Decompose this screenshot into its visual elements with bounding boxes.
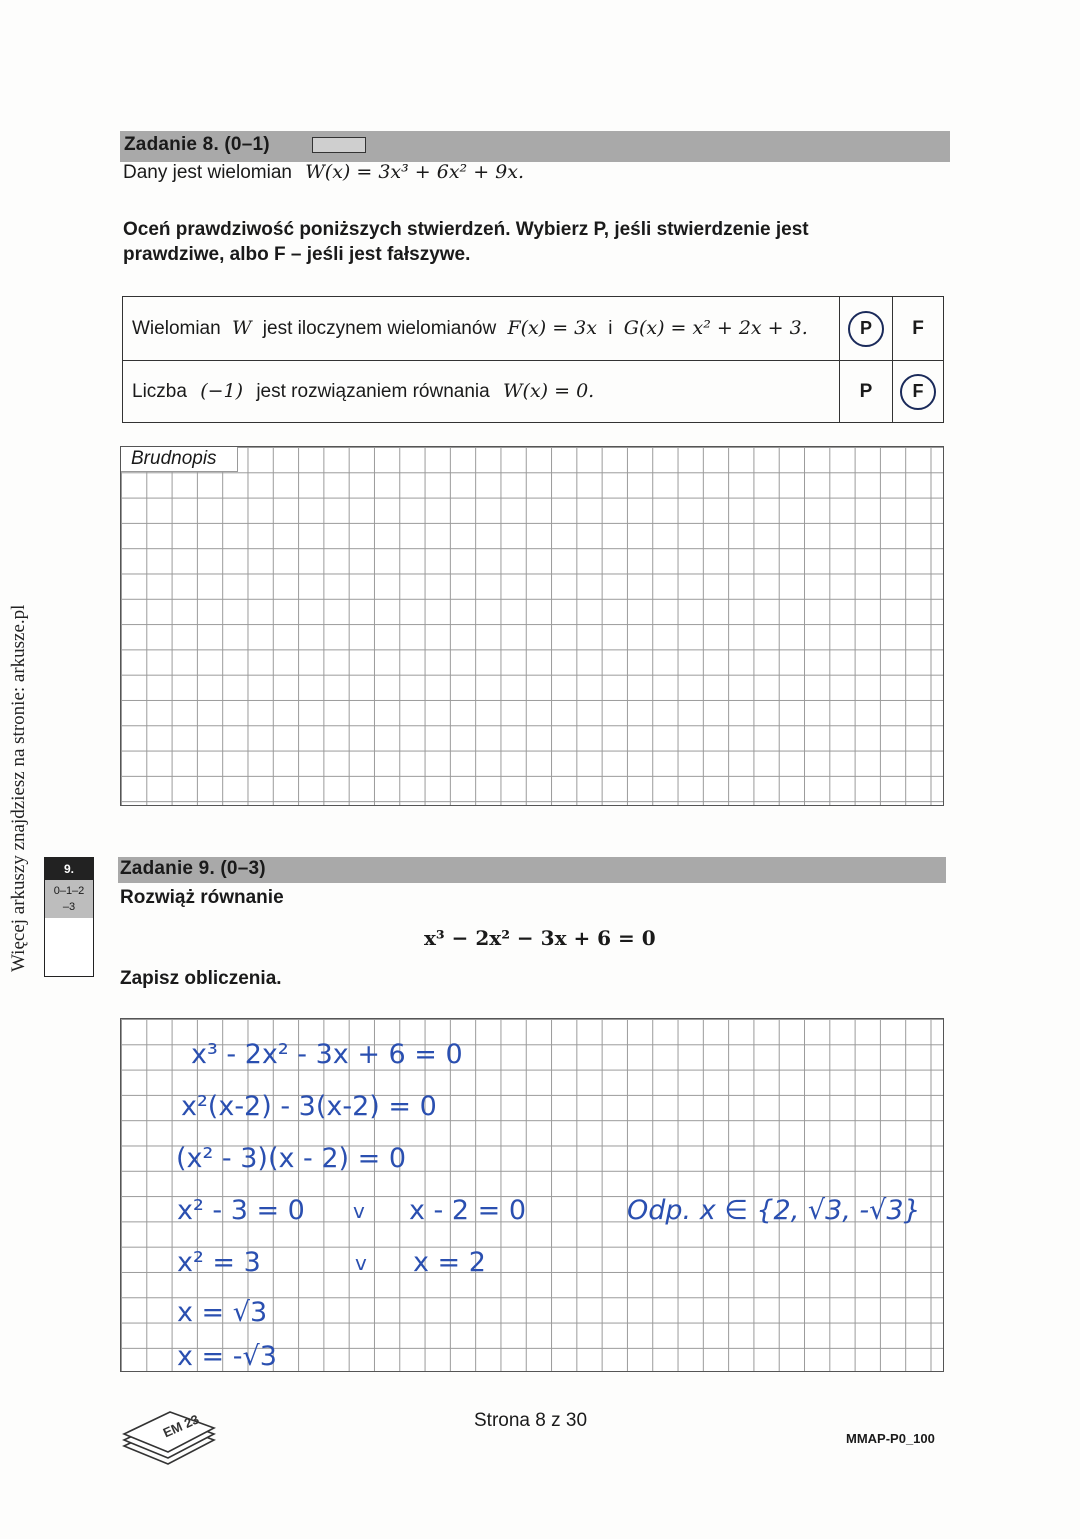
task9-equation: x³ − 2x² − 3x + 6 = 0	[424, 926, 656, 950]
sheet-code: MMAP-P0_100	[846, 1431, 935, 1446]
page-number: Strona 8 z 30	[474, 1410, 588, 1431]
handwritten-line: x² = 3	[177, 1247, 261, 1278]
option-p[interactable]: P	[840, 361, 893, 423]
score-boxes	[312, 137, 366, 153]
task9-instruction: Rozwiąż równanie	[120, 887, 284, 908]
score-box-points: 0–1–2–3	[45, 880, 93, 918]
or-symbol: v	[355, 1251, 367, 1275]
option-f[interactable]	[893, 361, 944, 423]
handwritten-line: x² - 3 = 0	[177, 1195, 305, 1226]
task8-intro	[123, 161, 524, 184]
task8-intro-text: Dany jest wielomian	[123, 162, 292, 183]
selected-circle: P	[848, 311, 884, 347]
score-box-number: 9.	[45, 858, 93, 880]
handwritten-line: x = 2	[413, 1247, 486, 1278]
handwritten-line: x²(x-2) - 3(x-2) = 0	[181, 1091, 437, 1122]
handwritten-line: x³ - 2x² - 3x + 6 = 0	[191, 1039, 463, 1070]
task9-write-label: Zapisz obliczenia.	[120, 968, 282, 989]
score-box	[44, 857, 94, 977]
option-f[interactable]: F	[893, 297, 944, 361]
side-note: Więcej arkuszy znajdziesz na stronie: arkusze.pl	[8, 604, 29, 972]
draft-grid[interactable]	[120, 446, 944, 806]
statement-text: Wielomian W jest iloczynem wielomianów F(x) = 3x i G(x) = x² + 2x + 3.	[123, 297, 840, 361]
option-p[interactable]	[840, 297, 893, 361]
handwritten-line: x = √3	[177, 1297, 268, 1328]
selected-circle: F	[900, 374, 936, 410]
task8-title-bar	[120, 131, 950, 162]
statement-row	[123, 361, 944, 423]
statement-text: Liczba (−1) jest rozwiązaniem równania W(x) = 0.	[123, 361, 840, 423]
handwritten-line: x - 2 = 0	[409, 1195, 527, 1226]
handwritten-answer: Odp. x ∈ {2, √3, -√3}	[627, 1195, 921, 1226]
task9-title-bar	[118, 857, 946, 883]
statements-table	[122, 296, 944, 423]
em-logo-icon	[118, 1406, 218, 1470]
statement-row	[123, 297, 944, 361]
handwritten-line: x = -√3	[177, 1341, 277, 1372]
logo-text: EM 23	[160, 1411, 202, 1441]
task8-instruction: Oceń prawdziwość poniższych stwierdzeń. Wybierz P, jeśli stwierdzenie jest prawdziwe, albo F – jeśli jest fałszywe.	[123, 219, 809, 265]
handwritten-line: (x² - 3)(x - 2) = 0	[176, 1143, 407, 1174]
draft-label: Brudnopis	[121, 447, 238, 472]
task8-intro-formula: W(x) = 3x³ + 6x² + 9x.	[305, 161, 525, 183]
answer-grid[interactable]	[120, 1018, 944, 1372]
task8-title: Zadanie 8. (0–1)	[124, 134, 270, 155]
or-symbol: v	[353, 1199, 365, 1223]
em-logo	[118, 1406, 218, 1470]
task9-title: Zadanie 9. (0–3)	[120, 858, 266, 879]
